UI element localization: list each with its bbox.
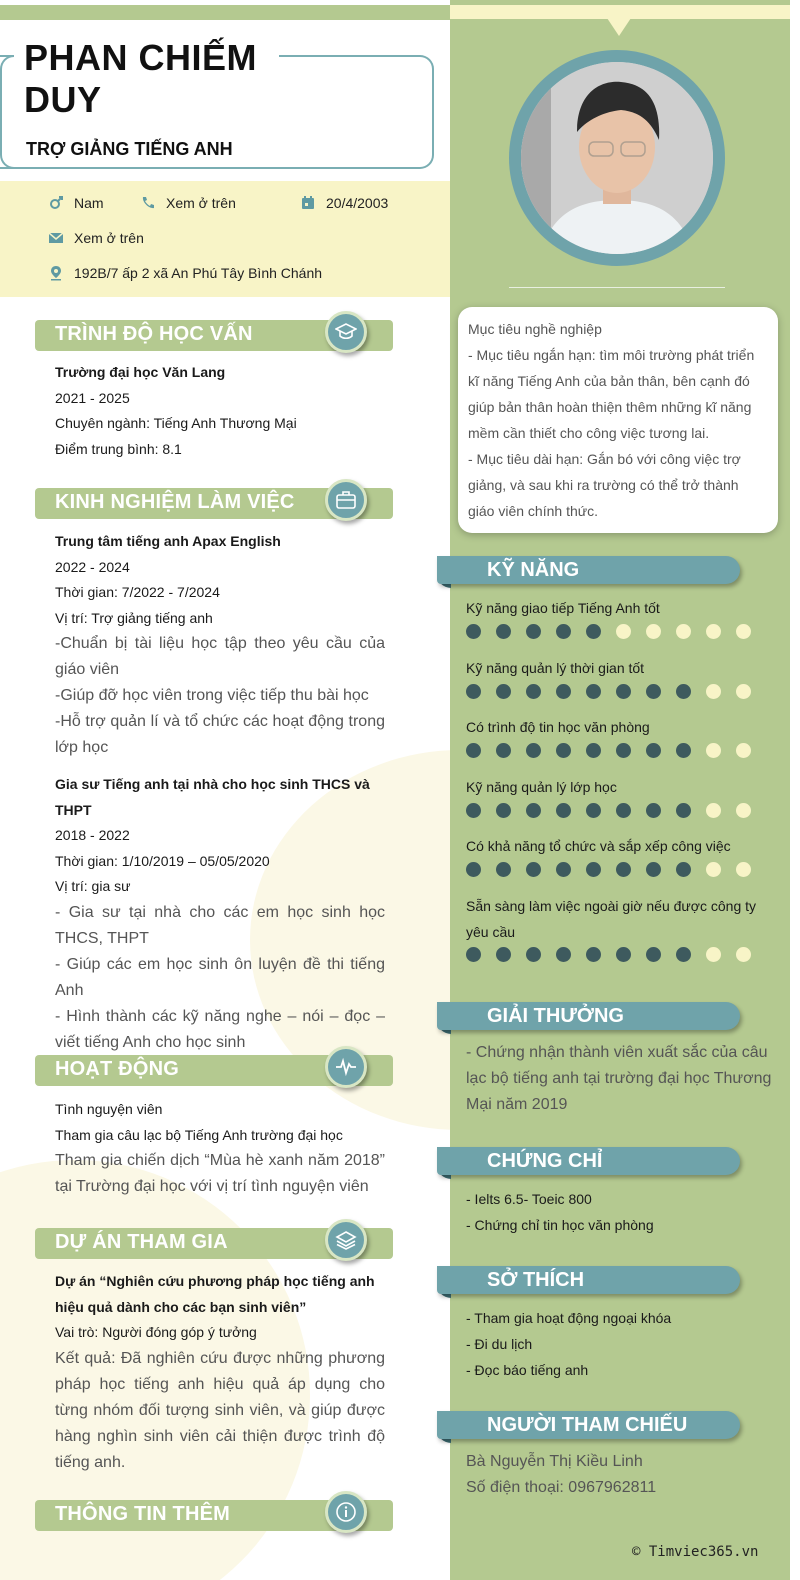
contact-address	[48, 265, 322, 281]
rating-dot-filled	[496, 684, 511, 699]
education-years: 2021 - 2025	[55, 389, 130, 406]
rating-dot-filled	[676, 947, 691, 962]
rating-dot-empty	[706, 947, 721, 962]
objective-heading: Mục tiêu nghề nghiệp	[468, 321, 602, 337]
rating-dot-filled	[586, 624, 601, 639]
job-time: Thời gian: 7/2022 - 7/2024	[55, 584, 220, 600]
rating-dot-filled	[586, 684, 601, 699]
rating-dot-filled	[676, 743, 691, 758]
skill-rating	[466, 862, 751, 877]
rating-dot-filled	[496, 862, 511, 877]
reference-name: Bà Nguyễn Thị Kiều Linh	[466, 1453, 643, 1470]
rating-dot-filled	[586, 862, 601, 877]
more-info-title: THÔNG TIN THÊM	[55, 1503, 231, 1525]
rating-dot-empty	[706, 862, 721, 877]
job-duty: - Gia sư tại nhà cho các em học sinh học THCS, THPT	[55, 903, 385, 947]
activity-role: Tình nguyện viên	[55, 1101, 163, 1117]
rating-dot-filled	[496, 803, 511, 818]
rating-dot-filled	[466, 743, 481, 758]
rating-dot-empty	[736, 743, 751, 758]
phone-icon	[140, 195, 156, 211]
contact-gender	[48, 195, 104, 211]
job-company: Trung tâm tiếng anh Apax English	[55, 533, 281, 549]
job-duty: -Hỗ trợ quản lí và tổ chức các hoạt động trong lớp học	[55, 713, 385, 756]
job-title: TRỢ GIẢNG TIẾNG ANH	[26, 139, 233, 159]
pulse-icon	[325, 1046, 367, 1088]
rating-dot-filled	[556, 624, 571, 639]
gender-icon	[48, 195, 64, 211]
awards-title: GIẢI THƯỞNG	[487, 1005, 624, 1027]
references-details	[466, 1449, 782, 1501]
avatar	[521, 62, 713, 254]
project-result: Kết quả: Đã nghiên cứu được những phương pháp học tiếng anh hiệu quả áp dụng cho từng nhóm đối tượng sinh viên, và giúp được hàng nghìn sinh viên cải thiện được trình độ tiếng anh.	[55, 1349, 385, 1471]
activities-details	[55, 1097, 385, 1200]
rating-dot-filled	[646, 947, 661, 962]
rating-dot-filled	[466, 862, 481, 877]
education-major: Chuyên ngành: Tiếng Anh Thương Mại	[55, 415, 297, 431]
rating-dot-empty	[736, 947, 751, 962]
avatar-divider	[509, 287, 725, 288]
top-accent-bar	[0, 5, 450, 20]
experience-title: KINH NGHIỆM LÀM VIỆC	[55, 491, 295, 513]
rating-dot-empty	[706, 684, 721, 699]
rating-dot-filled	[676, 803, 691, 818]
contact-birthday	[300, 195, 388, 211]
skill-label: Có trình độ tin học văn phòng	[466, 719, 650, 735]
contact-email	[48, 230, 144, 246]
skill-rating	[466, 803, 751, 818]
rating-dot-filled	[616, 862, 631, 877]
rating-dot-filled	[526, 803, 541, 818]
rating-dot-filled	[646, 862, 661, 877]
skill-label: Kỹ năng quản lý lớp học	[466, 779, 617, 795]
education-details	[55, 360, 385, 462]
rating-dot-filled	[466, 624, 481, 639]
email-value: Xem ở trên	[74, 230, 144, 246]
info-icon	[325, 1491, 367, 1533]
rating-dot-filled	[586, 947, 601, 962]
hobbies-title: SỞ THÍCH	[487, 1269, 585, 1291]
certificates-title: CHỨNG CHỈ	[487, 1150, 603, 1172]
skill-rating	[466, 624, 751, 639]
birthday-value: 20/4/2003	[326, 195, 389, 211]
certificates-list	[466, 1186, 782, 1238]
rating-dot-filled	[676, 684, 691, 699]
rating-dot-filled	[466, 684, 481, 699]
skill-rating	[466, 947, 751, 962]
location-icon	[48, 265, 64, 281]
job-position: Vị trí: gia sư	[55, 878, 131, 894]
rating-dot-filled	[526, 947, 541, 962]
experience-job-2	[55, 772, 385, 1056]
rating-dot-filled	[496, 743, 511, 758]
hobby-item: - Đi du lịch	[466, 1336, 533, 1352]
contact-phone	[140, 195, 236, 211]
education-gpa: Điểm trung bình: 8.1	[55, 440, 182, 457]
rating-dot-filled	[466, 947, 481, 962]
job-company: Gia sư Tiếng anh tại nhà cho học sinh THCS và THPT	[55, 776, 370, 818]
rating-dot-filled	[616, 743, 631, 758]
references-title: NGƯỜI THAM CHIẾU	[487, 1414, 688, 1436]
sidebar-top-strip	[450, 5, 790, 19]
objective-short-term: - Mục tiêu ngắn hạn: tìm môi trường phát triển kĩ năng Tiếng Anh của bản thân, bên cạnh đó giúp bản thân hoàn thiện thêm những kĩ năng mềm cần thiết cho công việc tương lai.	[468, 347, 755, 441]
hobbies-list	[466, 1305, 782, 1383]
job-time: Thời gian: 1/10/2019 – 05/05/2020	[55, 852, 270, 869]
rating-dot-filled	[646, 743, 661, 758]
candidate-name: PHAN CHIẾM DUY	[24, 37, 258, 120]
job-duty: -Giúp đỡ học viên trong việc tiếp thu bài học	[55, 687, 369, 704]
watermark: © Timviec365.vn	[632, 1544, 759, 1560]
rating-dot-filled	[556, 947, 571, 962]
rating-dot-filled	[526, 624, 541, 639]
certificate-item: - Ielts 6.5- Toeic 800	[466, 1191, 592, 1207]
phone-value: Xem ở trên	[166, 195, 236, 211]
project-name: Dự án “Nghiên cứu phương pháp học tiếng anh hiệu quả dành cho các bạn sinh viên”	[55, 1273, 375, 1315]
rating-dot-empty	[736, 862, 751, 877]
hobby-item: - Tham gia hoạt động ngoại khóa	[466, 1310, 672, 1326]
layers-icon	[325, 1219, 367, 1261]
rating-dot-filled	[616, 803, 631, 818]
graduation-cap-icon	[325, 311, 367, 353]
rating-dot-filled	[646, 684, 661, 699]
rating-dot-empty	[736, 624, 751, 639]
reference-phone: Số điện thoại: 0967962811	[466, 1479, 657, 1496]
hobbies-header-bar	[437, 1266, 740, 1294]
skill-label: Có khả năng tổ chức và sắp xếp công việc	[466, 838, 731, 854]
rating-dot-empty	[616, 624, 631, 639]
calendar-icon	[300, 195, 316, 211]
rating-dot-filled	[526, 684, 541, 699]
activity-club: Tham gia câu lạc bộ Tiếng Anh trường đại học	[55, 1126, 343, 1143]
rating-dot-empty	[706, 624, 721, 639]
rating-dot-filled	[586, 743, 601, 758]
rating-dot-filled	[676, 862, 691, 877]
rating-dot-filled	[616, 684, 631, 699]
rating-dot-empty	[646, 624, 661, 639]
certificate-item: - Chứng chỉ tin học văn phòng	[466, 1217, 654, 1233]
project-role: Vai trò: Người đóng góp ý tưởng	[55, 1324, 257, 1340]
skill-label: Kỹ năng giao tiếp Tiếng Anh tốt	[466, 600, 660, 616]
objective-long-term: - Mục tiêu dài hạn: Gắn bó với công việc trợ giảng, và sau khi ra trường có thể trở thành giáo viên chính thức.	[468, 451, 741, 519]
skill-rating	[466, 743, 751, 758]
rating-dot-empty	[736, 803, 751, 818]
career-objective-text	[468, 316, 768, 524]
gender-value: Nam	[74, 195, 104, 211]
skill-label: Kỹ năng quản lý thời gian tốt	[466, 660, 645, 676]
activities-title: HOẠT ĐỘNG	[55, 1058, 180, 1080]
mail-icon	[48, 230, 64, 246]
rating-dot-empty	[706, 803, 721, 818]
rating-dot-empty	[676, 624, 691, 639]
rating-dot-filled	[556, 862, 571, 877]
rating-dot-empty	[706, 743, 721, 758]
name-frame-left	[0, 55, 16, 169]
skill-rating	[466, 684, 751, 699]
education-title: TRÌNH ĐỘ HỌC VẤN	[55, 323, 253, 345]
skills-header-bar	[437, 556, 740, 584]
rating-dot-filled	[586, 803, 601, 818]
address-value: 192B/7 ấp 2 xã An Phú Tây Bình Chánh	[74, 265, 323, 281]
rating-dot-filled	[466, 803, 481, 818]
job-years: 2018 - 2022	[55, 827, 130, 843]
skills-title: KỸ NĂNG	[487, 559, 580, 581]
job-duty: -Chuẩn bị tài liệu học tập theo yêu cầu của giáo viên	[55, 635, 385, 678]
rating-dot-empty	[736, 684, 751, 699]
project-details	[55, 1269, 385, 1476]
job-duty: - Hình thành các kỹ năng nghe – nói – đọc – viết tiếng Anh cho học sinh	[55, 1007, 385, 1051]
rating-dot-filled	[496, 947, 511, 962]
rating-dot-filled	[646, 803, 661, 818]
school-name: Trường đại học Văn Lang	[55, 364, 226, 380]
job-position: Vị trí: Trợ giảng tiếng anh	[55, 609, 213, 626]
job-duty: - Giúp các em học sinh ôn luyện đề thi tiếng Anh	[55, 955, 385, 999]
experience-job-1	[55, 529, 385, 761]
sidebar-notch	[607, 18, 631, 36]
rating-dot-filled	[556, 684, 571, 699]
rating-dot-filled	[616, 947, 631, 962]
rating-dot-filled	[496, 624, 511, 639]
rating-dot-filled	[526, 743, 541, 758]
projects-title: DỰ ÁN THAM GIA	[55, 1231, 228, 1253]
rating-dot-filled	[526, 862, 541, 877]
skill-label: Sẵn sàng làm việc ngoài giờ nếu được công ty yêu cầu	[466, 898, 757, 940]
job-years: 2022 - 2024	[55, 558, 130, 575]
rating-dot-filled	[556, 803, 571, 818]
hobby-item: - Đọc báo tiếng anh	[466, 1362, 589, 1378]
activity-campaign: Tham gia chiến dịch “Mùa hè xanh năm 2018” tại Trường đại học với vị trí tình nguyện viên	[55, 1152, 385, 1195]
award-text: - Chứng nhận thành viên xuất sắc của câu lạc bộ tiếng anh tại trường đại học Thương Mại năm 2019	[466, 1044, 772, 1113]
rating-dot-filled	[556, 743, 571, 758]
briefcase-icon	[325, 479, 367, 521]
